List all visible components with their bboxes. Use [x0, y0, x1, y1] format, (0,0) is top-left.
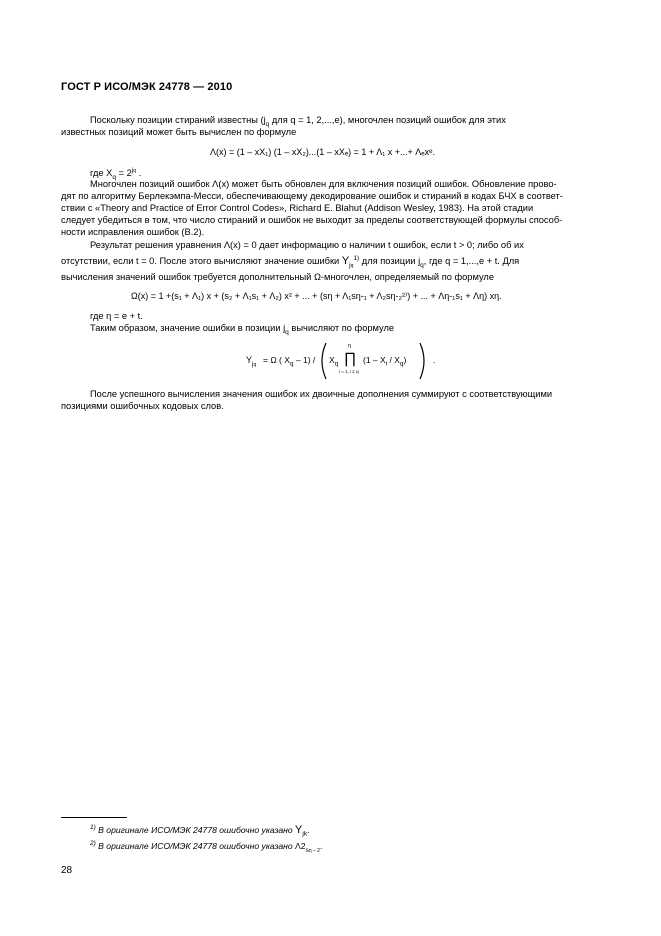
product-icon: ∏: [344, 350, 357, 367]
formula-y: [246, 355, 257, 368]
footnote-mark: 1): [90, 824, 96, 832]
formula-xq: [329, 355, 339, 368]
paragraph-2-line-5: ности исправления ошибок (B.2).: [61, 227, 205, 237]
footnote-separator: [61, 817, 127, 818]
subscript: q: [334, 360, 339, 368]
paragraph-2-line-1: Многочлен позиций ошибок Λ(x) может быть обновлен для включения позиций ошибок. Обновление прово-: [90, 179, 557, 189]
y-symbol: Y: [246, 355, 253, 365]
text-run: – 1) /: [295, 355, 316, 365]
text-run: отсутствии, если t = 0. После этого вычисляют значение ошибки: [61, 256, 340, 266]
paragraph-2-line-3: ствии с «Theory and Practice of Error Control Codes», Richard E. Blahut (Addison Wesley, 1983). На этой стадии: [61, 203, 534, 213]
footnote-1: [90, 824, 309, 836]
paragraph-5-line-1: После успешного вычисления значения ошибок их двоичные дополнения суммируют с соответствующими: [90, 389, 553, 399]
paragraph-1-line-2: известных позиций может быть вычислен по формуле: [61, 127, 297, 137]
text-run: для q = 1, 2,...,e), многочлен позиций ошибок для этих: [269, 115, 506, 125]
subscript: j: [349, 261, 351, 269]
paragraph-1-line-1: [90, 114, 506, 126]
subscript: q: [420, 261, 424, 269]
footnote-ref-1: 1): [353, 254, 360, 262]
document-header: ГОСТ Р ИСО/МЭК 24778 — 2010: [61, 81, 233, 93]
paragraph-4: [90, 322, 394, 334]
subscript: q: [265, 120, 270, 128]
superscript-subscript: q: [133, 167, 136, 174]
text-run: для позиции j: [359, 256, 421, 266]
subscript: q: [289, 360, 294, 368]
text-run: где X: [90, 168, 113, 178]
footnote-period: .: [307, 825, 310, 835]
subscript: q: [285, 328, 289, 336]
formula-omega: Ω(x) = 1 +(s₁ + Λ₁) x + (s₂ + Λ₁s₁ + Λ₂) x² + ... + (sη + Λ₁sη-₁ + Λ₂sη-₂²⁾) + ... + Λη-₁s₁ + Λη) xη.: [131, 291, 502, 301]
footnote-text: В оригинале ИСО/МЭК 24778 ошибочно указано: [98, 825, 293, 835]
subscript: j: [252, 360, 254, 368]
text-run: = Ω ( X: [263, 355, 290, 365]
text-run: Поскольку позиции стираний известны (j: [90, 115, 266, 125]
subscript: i: [385, 360, 388, 368]
text-run: = 2: [115, 168, 132, 178]
y-symbol: Y: [295, 824, 303, 836]
subscript-subscript: η – 2: [308, 847, 320, 854]
footnote-2: [90, 840, 323, 854]
text-run: Таким образом, значение ошибки в позиции j: [90, 323, 286, 333]
y-symbol: Y: [341, 255, 350, 267]
product-lower-limit: i = 1, i ≠ q: [339, 369, 359, 374]
where-eta: где η = e + t.: [90, 311, 143, 321]
subscript: s: [305, 846, 309, 854]
text-run: ): [403, 355, 407, 365]
paragraph-5-line-2: позициями ошибочных кодовых слов.: [61, 401, 224, 411]
subscript: q: [112, 173, 116, 181]
paragraph-2-line-4: следует убедиться в том, что число стираний и ошибок не выходит за пределы соответствующей формулы способ-: [61, 215, 563, 225]
subscript-subscript: q: [253, 361, 257, 368]
page-number: 28: [61, 865, 73, 876]
lambda-expr: Λ2: [295, 841, 306, 851]
paragraph-3-line-1: Результат решения уравнения Λ(x) = 0 дает информацию о наличии t ошибок, если t > 0; либо об их: [90, 240, 524, 250]
formula-period: .: [433, 355, 436, 365]
text-run: .: [136, 168, 142, 178]
x-symbol: X: [329, 355, 335, 365]
paragraph-2-line-2: дят по алгоритму Берлекэмпа-Месси, обеспечивающему декодирование ошибок и стираний в кодах БЧХ в соответ-: [61, 191, 563, 201]
subscript: q: [399, 360, 404, 368]
superscript: j: [131, 166, 134, 174]
text-run: , где q = 1,...,e + t. Для: [423, 256, 520, 266]
paragraph-3-line-2: [61, 255, 519, 267]
formula-term: [363, 355, 407, 368]
formula-error-locator: Λ(x) = (1 – xX₁) (1 – xX₂)...(1 – xXₑ) = 1 + Λ₁ x +...+ Λₑxᵉ.: [210, 147, 435, 157]
text-run: вычисляют по формуле: [288, 323, 395, 333]
footnote-text: В оригинале ИСО/МЭК 24778 ошибочно указано: [98, 841, 293, 851]
subscript: jk: [302, 830, 308, 838]
product-upper-limit: η: [348, 343, 352, 349]
text-run: / X: [387, 355, 400, 365]
footnote-period: .: [319, 841, 323, 851]
formula-omega-part: [263, 355, 316, 368]
footnote-mark: 2): [90, 840, 96, 848]
text-run: (1 – X: [363, 355, 386, 365]
paragraph-3-line-3: вычисления значений ошибок требуется дополнительный Ω-многочлен, определяемый по формуле: [61, 272, 495, 282]
subscript-subscript: q: [350, 262, 354, 269]
formula-error-value: [246, 341, 446, 381]
